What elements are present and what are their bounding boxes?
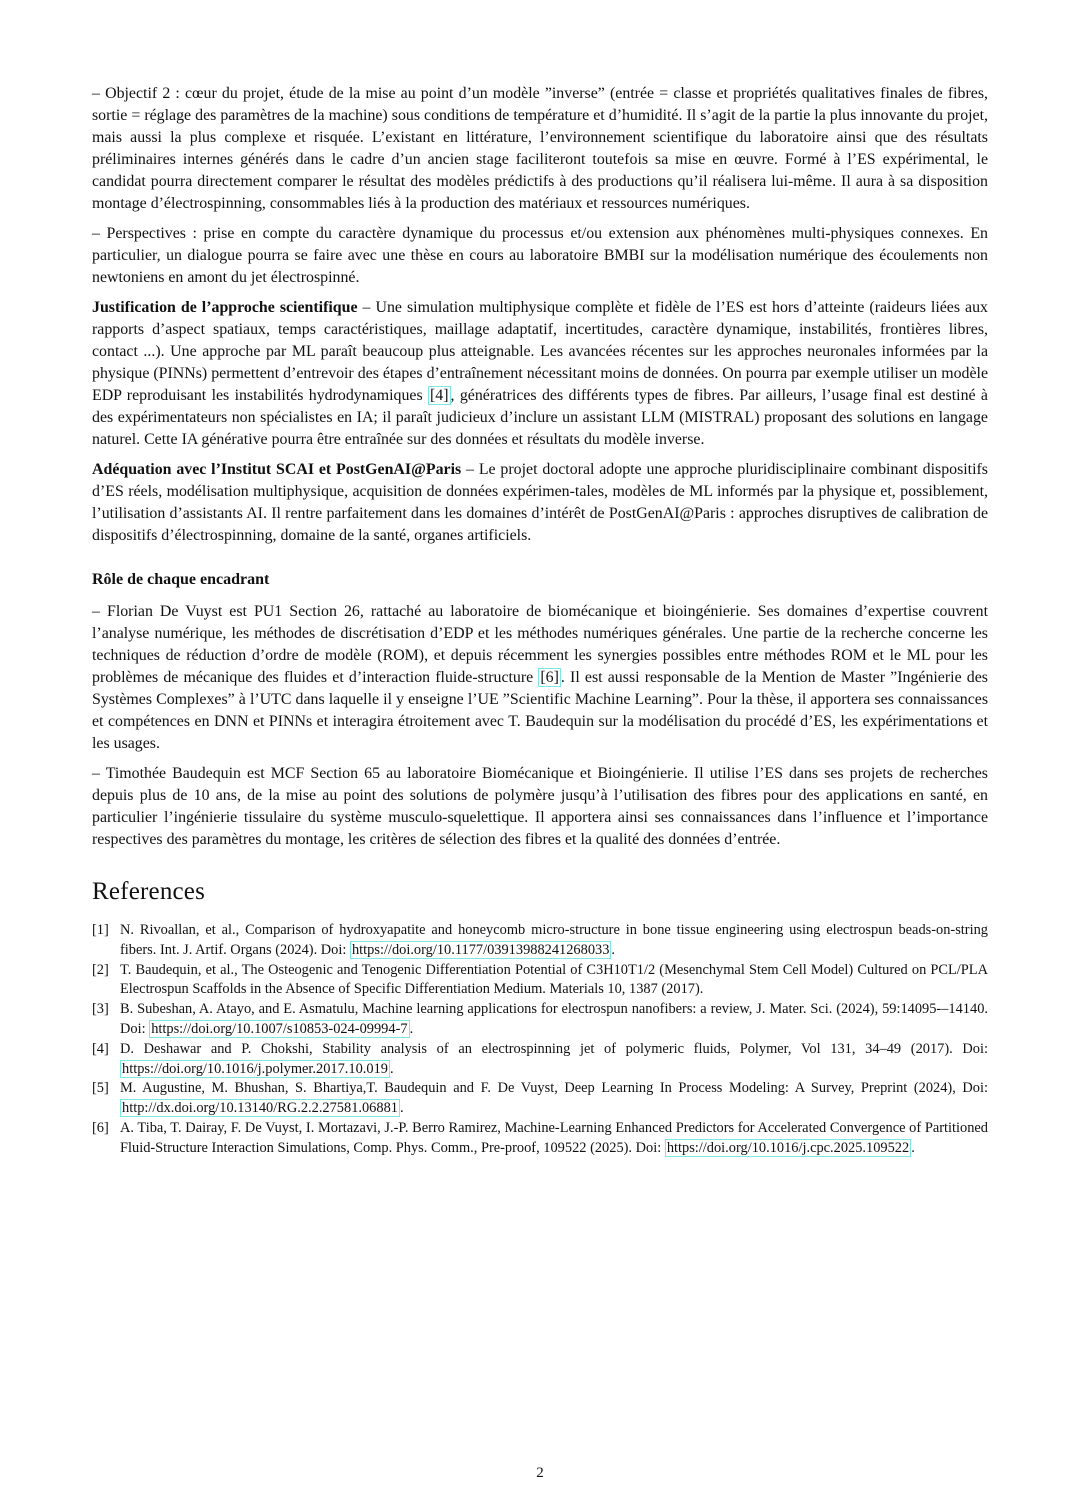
doi-link[interactable]: https://doi.org/10.1016/j.cpc.2025.109522 bbox=[666, 1139, 910, 1156]
reference-text: M. Augustine, M. Bhushan, S. Bhartiya,T. Baudequin and F. De Vuyst, Deep Learning In Process Modeling: A Survey, Preprint (2024), Doi: bbox=[120, 1080, 988, 1097]
reference-number: [2] bbox=[92, 961, 109, 978]
citation-link-4[interactable]: [4] bbox=[430, 387, 449, 404]
document-page bbox=[92, 83, 988, 1159]
reference-number: [5] bbox=[92, 1080, 109, 1097]
adequation-text: Le projet doctoral adopte une approche pluridisciplinaire combinant dispositifs d’ES réels, modélisation multiphysique, acquisition de données expérimen-tales, modèles de ML informés par la physique et, possiblement, l’utilisation d’assistants AI. Il rentre parfaitement dans les domaines d’intérêt de PostGenAI@Paris : approches disruptives de calibration de dispositifs d’électrospinning, domaine de la santé, organes artificiels. bbox=[92, 461, 988, 544]
reference-item bbox=[92, 1000, 988, 1040]
adequation-title: Adéquation avec l’Institut SCAI et PostGenAI@Paris bbox=[92, 461, 462, 478]
justification-text-before: Une simulation multiphysique complète et fidèle de l’ES est hors d’atteinte (raideurs liées aux rapports d’aspect spatiaux, temps caractéristiques, maillage adaptatif, incertitudes, caractère dynamique, instabilités, frontières libres, contact ...). Une approche par ML paraît beaucoup plus atteignable. Les avancées récentes sur les approches neuronales informées par la physique (PINNs) permettent d’entrevoir des étapes d’entraînement nécessitant moins de données. On pourra par exemple utiliser un modèle EDP reproduisant les instabilités hydrodynamiques bbox=[92, 299, 989, 404]
reference-end: . bbox=[399, 1100, 404, 1117]
devuyst-text-before: – Florian De Vuyst est PU1 Section 26, rattaché au laboratoire de biomécanique et bioingénierie. Ses domaines d’expertise couvrent l’analyse numérique, les méthodes de discrétisation d’EDP et les méthodes numériques générales. Une partie de la recherche concerne les techniques de réduction d’ordre de modèle (ROM), et depuis récemment les synergies possibles entre méthodes ROM et le ML pour les problèmes de mécanique des fluides et d’interaction fluide-structure bbox=[92, 603, 988, 686]
adequation-sep: – bbox=[461, 461, 479, 478]
reference-number: [3] bbox=[92, 1001, 109, 1018]
reference-item bbox=[92, 1040, 988, 1080]
reference-text: D. Deshawar and P. Chokshi, Stability analysis of an electrospinning jet of polymeric fluids, Polymer, Vol 131, 34–49 (2017). Doi: bbox=[120, 1040, 988, 1057]
reference-end: . bbox=[389, 1060, 394, 1077]
reference-item bbox=[92, 961, 988, 1001]
doi-link[interactable]: http://dx.doi.org/10.13140/RG.2.2.27581.06881 bbox=[122, 1100, 398, 1117]
devuyst-text-after: . Il est aussi responsable de la Mention de Master ”Ingénierie des Systèmes Complexes” à l’UTC dans laquelle il y enseigne l’UE ”Scientific Machine Learning”. Pour la thèse, il apportera ses connaissances et compétences en DNN et PINNs et interagira étroitement avec T. Baudequin sur la modélisation du procédé d’ES, les expérimentations et les usages. bbox=[92, 669, 988, 752]
doi-link[interactable]: https://doi.org/10.1007/s10853-024-09994-7 bbox=[151, 1020, 408, 1037]
reference-item bbox=[92, 1119, 988, 1159]
baudequin-paragraph: – Timothée Baudequin est MCF Section 65 au laboratoire Biomécanique et Bioingénierie. Il utilise l’ES dans ses projets de recherches depuis plus de 10 ans, de la mise au point des solutions de polymère jusqu’à l’utilisation des fibres pour des applications en santé, en particulier l’ingénierie tissulaire du système musculo-squelettique. Il apportera ainsi ses connaissances dans l’influence et l’importance respectives des paramètres du montage, les critères de sélection des fibres et la qualité des données d’entrée. bbox=[92, 765, 988, 848]
reference-number: [4] bbox=[92, 1040, 109, 1057]
adequation-paragraph bbox=[92, 459, 988, 547]
reference-number: [1] bbox=[92, 922, 109, 938]
reference-number: [6] bbox=[92, 1119, 109, 1136]
reference-end: . bbox=[611, 941, 616, 958]
role-heading: Rôle de chaque encadrant bbox=[92, 571, 270, 588]
justification-text-after: , génératrices des différents types de fibres. Par ailleurs, l’usage final est destiné à des expérimentateurs non spécialistes en IA; il paraît judicieux d’inclure un assistant LLM (MISTRAL) proposant des solutions en langage naturel. Cette IA générative pourra être entraînée sur des données et résultats du modèle inverse. bbox=[92, 387, 988, 448]
reference-list bbox=[92, 921, 988, 1159]
reference-end: . bbox=[409, 1020, 414, 1037]
justification-sep: – bbox=[357, 299, 376, 316]
reference-end: . bbox=[911, 1139, 915, 1156]
perspectives-paragraph: – Perspectives : prise en compte du caractère dynamique du processus et/ou extension aux phénomènes multi-physiques connexes. En particulier, un dialogue pourra se faire avec une thèse en cours au laboratoire BMBI sur la modélisation numérique des écoulements non newtoniens en amont du jet électrospinné. bbox=[92, 225, 988, 286]
justification-title: Justification de l’approche scientifique bbox=[92, 299, 358, 316]
reference-text: B. Subeshan, A. Atayo, and E. Asmatulu, Machine learning applications for electrospun nanofibers: a review, J. Mater. Sci. (2024), 59:14095-–14140. Doi: bbox=[120, 1001, 988, 1037]
devuyst-paragraph bbox=[92, 601, 988, 755]
citation-link-6[interactable]: [6] bbox=[540, 669, 559, 686]
justification-paragraph bbox=[92, 297, 988, 451]
objectif-2-paragraph: – Objectif 2 : cœur du projet, étude de la mise au point d’un modèle ”inverse” (entrée = classe et propriétés qualitatives finales de fibres, sortie = réglage des paramètres de la machine) sous conditions de température et d’humidité. Il s’agit de la partie la plus innovante du projet, mais aussi la plus complexe et risquée. L’existant en littérature, l’environnement scientifique du laboratoire ainsi que des résultats préliminaires internes générés dans le cadre d’un ancien stage faciliteront toutefois sa mise en œuvre. Formé à l’ES expérimental, le candidat pourra directement comparer le résultat des modèles prédictifs à des productions qu’il réalisera lui-même. Il aura à sa disposition montage d’électrospinning, consommables liés à la production des matériaux et ressources numériques. bbox=[92, 85, 988, 212]
reference-item bbox=[92, 921, 988, 961]
reference-text: A. Tiba, T. Dairay, F. De Vuyst, I. Mortazavi, J.-P. Berro Ramirez, Machine-Learning Enhanced Predictors for Accelerated Convergence of Partitioned Fluid-Structure Interaction Simulations, Comp. Phys. Comm., Pre-proof, 109522 (2025). Doi: bbox=[120, 1119, 988, 1156]
references-title: References bbox=[92, 878, 206, 905]
doi-link[interactable]: https://doi.org/10.1016/j.polymer.2017.10.019 bbox=[122, 1060, 388, 1077]
doi-link[interactable]: https://doi.org/10.1177/03913988241268033 bbox=[351, 941, 610, 958]
page-number: 2 bbox=[536, 1465, 544, 1481]
reference-text: T. Baudequin, et al., The Osteogenic and Tenogenic Differentiation Potential of C3H10T1/2 (Mesenchymal Stem Cell Model) Cultured on PCL/PLA Electrospun Scaffolds in the Absence of Specific Differentiation Medium. Materials 10, 1387 (2017). bbox=[120, 961, 988, 998]
reference-text: N. Rivoallan, et al., Comparison of hydroxyapatite and honeycomb micro-structure in bone tissue engineering using electrospun beads-on-string fibers. Int. J. Artif. Organs (2024). Doi: bbox=[120, 922, 988, 958]
reference-item bbox=[92, 1079, 988, 1119]
